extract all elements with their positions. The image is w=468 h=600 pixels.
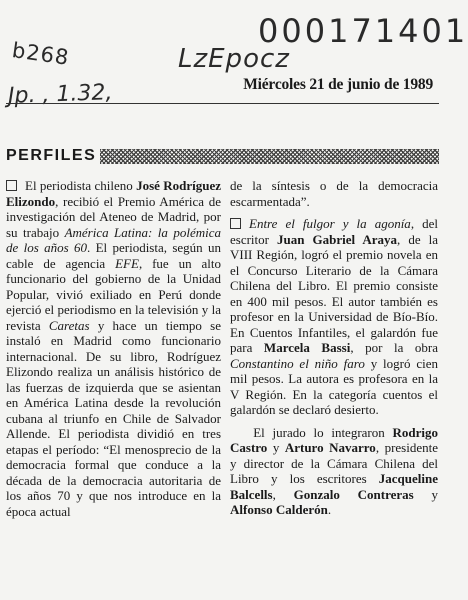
work-title: Constantino el niño faro: [230, 355, 365, 371]
person-name: Jacqueline Balcells: [230, 471, 438, 502]
person-name: Juan Gabriel Araya: [277, 231, 398, 247]
text-run: , fue un alto funcionario del gobierno de la Unidad Popular, vivió exiliado en Perú donde ejerció el periodismo en la televisión y la revista: [6, 255, 221, 333]
section-title: PERFILES: [6, 147, 97, 164]
text-run: El periodista chileno: [25, 178, 137, 193]
publication-date: Miércoles 21 de junio de 1989: [243, 76, 433, 93]
person-name: José Rodríguez Elizondo: [6, 178, 221, 209]
magazine-name: Caretas: [48, 317, 90, 333]
bullet-box-icon: [230, 218, 241, 229]
agency-name: EFE: [115, 255, 139, 271]
article-column-left: [6, 178, 221, 526]
text-run: , del escritor: [230, 216, 438, 247]
text-run: , recibió el Premio América de investigación del Ateneo de Madrid, por su trabajo: [6, 193, 221, 240]
section-hatch-bar: [100, 149, 439, 164]
handwritten-page-ref: Jp. , 1.32,: [7, 80, 113, 109]
text-run: y hace un tiempo se instaló en Madrid como funcionario internacional. De su libro, Rodríguez Elizondo realiza un análisis histórico de las fuerzas de izquierda que se asientan en América Latina desde la revolución cubana al triunfo en Chile de Salvador Allende. El periodista dividió en tres etapas el período: “El menosprecio de la democracia formal que conduce a la década de la democracia autoritaria de los años 70 y que nos introduce en la época actual: [6, 317, 221, 519]
section-header: [6, 148, 439, 164]
text-run: .: [327, 502, 332, 517]
handwritten-source: LzEpocz: [178, 44, 290, 74]
text-run: ,: [272, 486, 294, 502]
article-paragraph: [230, 425, 438, 518]
article-paragraph: [230, 178, 438, 209]
article-paragraph: [230, 216, 438, 418]
text-run: , por la obra: [350, 340, 439, 355]
handwritten-code: b268: [10, 38, 71, 70]
text-run: y logró cien mil pesos. La autora es profesora en la V Región. En la categoría cuentos el galardón se declaró desierto.: [230, 355, 438, 417]
work-title: América Latina: la polémica de los años 60: [6, 224, 221, 255]
header-rule: [6, 103, 439, 104]
text-run: El jurado lo integraron: [253, 424, 393, 440]
text-run: . El periodista, según un cable de agencia: [6, 240, 222, 271]
person-name: Rodrigo Castro: [230, 424, 438, 455]
text-run: , presidente y director de la Cámara Chilena del Libro y los escritores: [230, 440, 438, 486]
text-run: y: [267, 440, 285, 455]
person-name: Marcela Bassi: [263, 340, 351, 355]
article-column-right: [230, 178, 438, 525]
person-name: Arturo Navarro: [284, 440, 376, 455]
bullet-box-icon: [6, 180, 17, 191]
text-run: y: [413, 486, 439, 502]
person-name: Gonzalo Contreras: [293, 486, 414, 502]
handwritten-id: 000171401: [258, 12, 468, 50]
text-run: de la síntesis o de la democracia escarmentada”.: [230, 178, 438, 209]
text-run: , de la VIII Región, logró el premio novela en el Concurso Literario de la Cámara Chilena del Libro. El premio consiste en 400 mil pesos. El autor también es profesor en la Universidad de Bío-Bío. En Cuentos Infantiles, el galardón fue para: [230, 231, 438, 355]
person-name: Alfonso Calderón: [230, 502, 328, 517]
article-paragraph: [6, 178, 221, 519]
work-title: Entre el fulgor y la agonía: [249, 216, 411, 231]
